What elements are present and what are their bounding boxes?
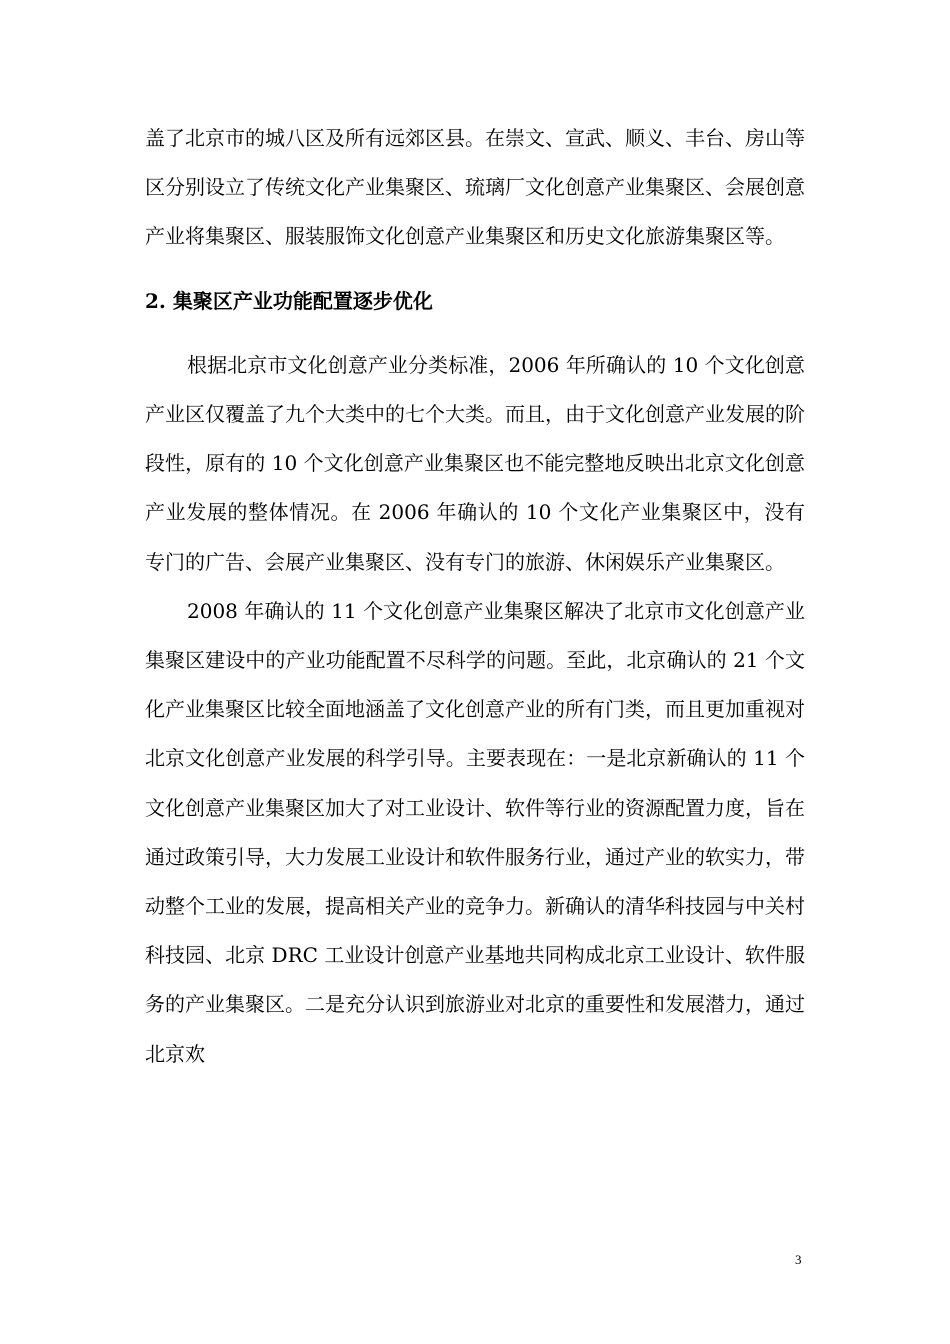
page-number: 3 <box>795 1252 802 1267</box>
paragraph-continuation: 盖了北京市的城八区及所有远郊区县。在崇文、宣武、顺义、丰台、房山等区分别设立了传统文化产业集聚区、琉璃厂文化创意产业集聚区、会展创意产业将集聚区、服装服饰文化创意产业集聚区和历史文化旅游集聚区等。 <box>145 126 805 249</box>
document-body <box>145 114 805 1079</box>
paragraph-2008-clusters: 2008 年确认的 11 个文化创意产业集聚区解决了北京市文化创意产业集聚区建设中的产业功能配置不尽科学的问题。至此，北京确认的 21 个文化产业集聚区比较全面地涵盖了文化创意产业的所有门类，而且更加重视对北京文化创意产业发展的科学引导。主要表现在：一是北京新确认的 11 个文化创意产业集聚区加大了对工业设计、软件等行业的资源配置力度，旨在通过政策引导，大力发展工业设计和软件服务行业，通过产业的软实力，带动整个工业的发展，提高相关产业的竞争力。新确认的清华科技园与中关村科技园、北京 DRC 工业设计创意产业基地共同构成北京工业设计、软件服务的产业集聚区。二是充分认识到旅游业对北京的重要性和发展潜力，通过北京欢 <box>145 598 805 1066</box>
paragraph-industry-classification: 根据北京市文化创意产业分类标准，2006 年所确认的 10 个文化创意产业区仅覆盖了九个大类中的七个大类。而且，由于文化创意产业发展的阶段性，原有的 10 个文化创意产业集聚区也不能完整地反映出北京文化创意产业发展的整体情况。在 2006 年确认的 10 个文化产业集聚区中，没有专门的广告、会展产业集聚区、没有专门的旅游、休闲娱乐产业集聚区。 <box>145 352 805 574</box>
section-heading: 2. 集聚区产业功能配置逐步优化 <box>145 288 433 313</box>
